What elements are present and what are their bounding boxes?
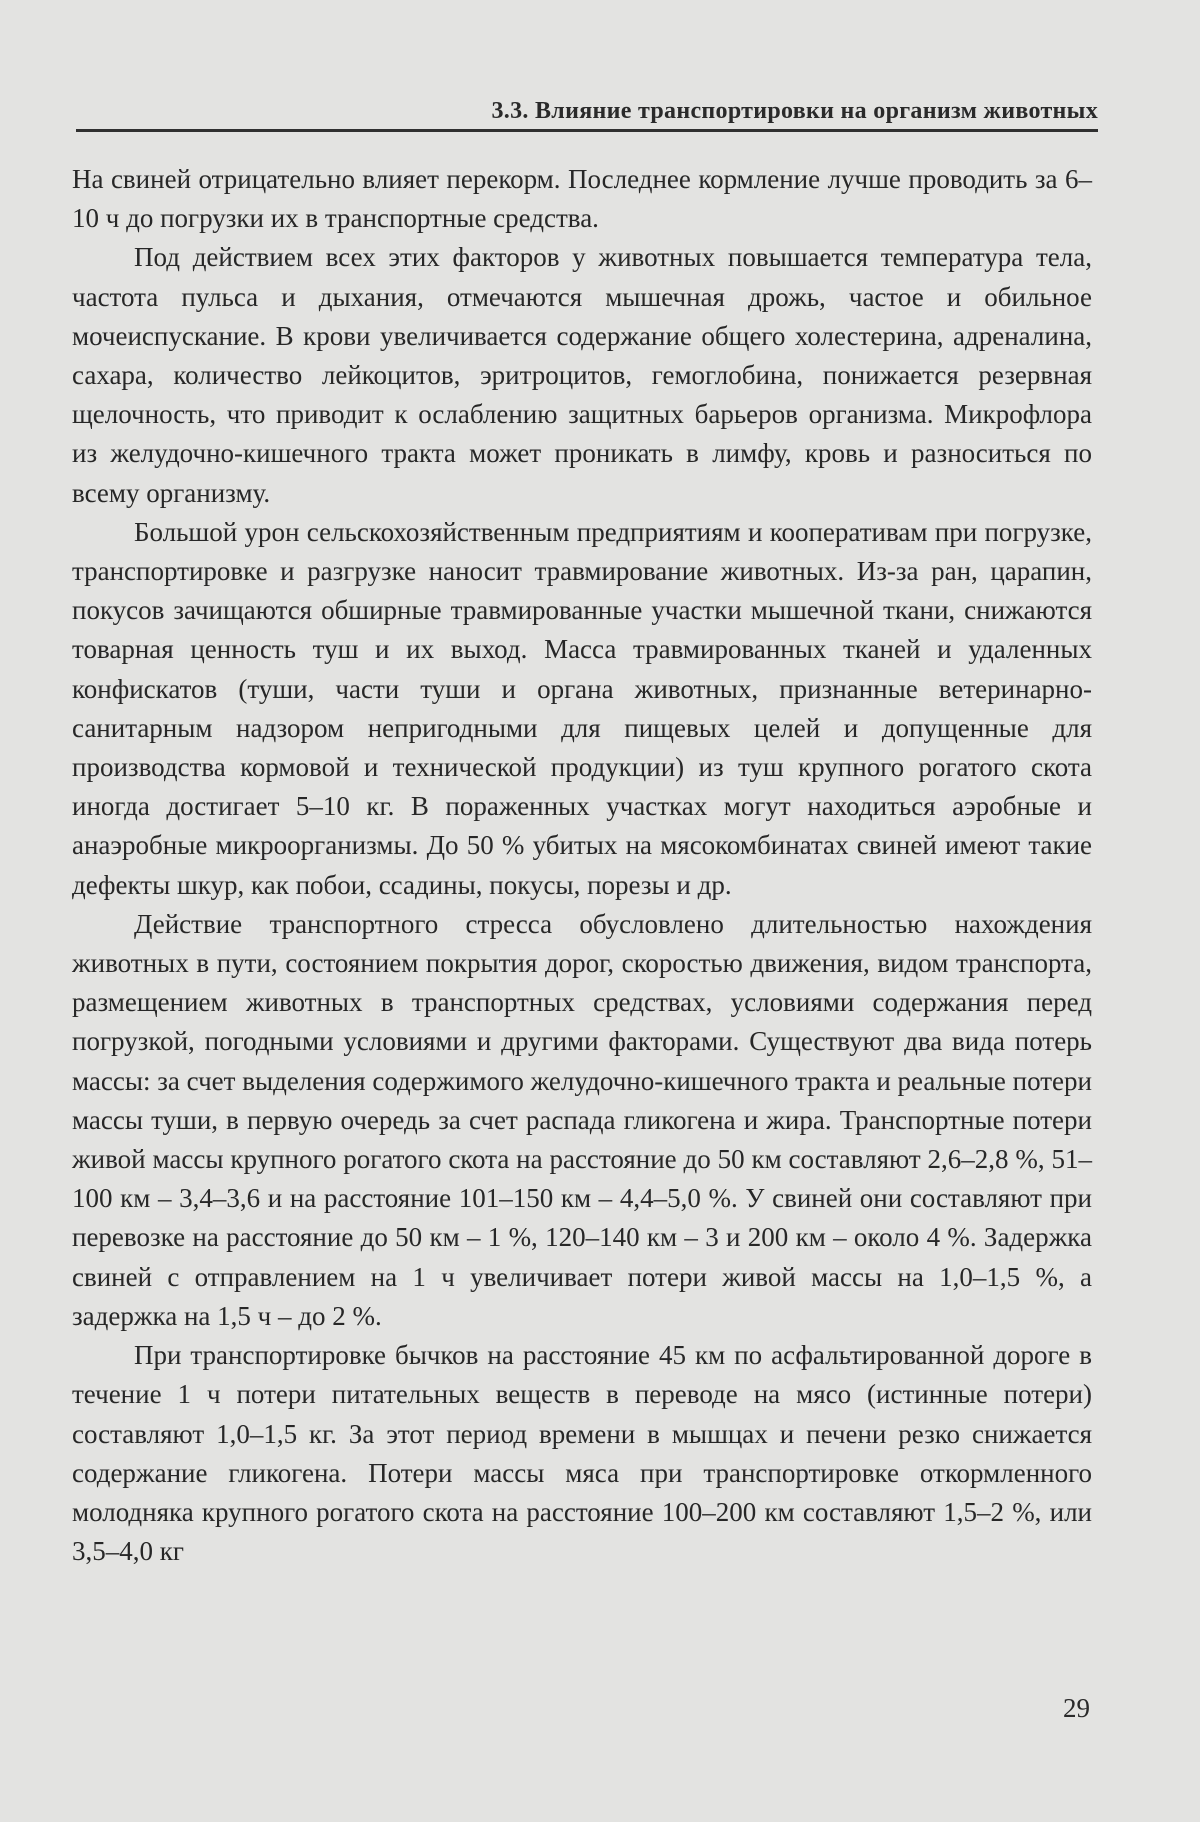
- page-number: 29: [1063, 1693, 1090, 1723]
- paragraph-5: При транспортировке бычков на расстояние 45 км по асфальтированной дороге в течение 1 ч потери питательных веществ в переводе на мясо (истинные потери) составляют 1,0–1,5 кг. За этот период времени в мышцах и печени резко снижается содержание гликогена. Потери массы мяса при транспортировке откормленного молодняка крупного рогатого скота на расстояние 100–200 км составляют 1,5–2 %, или 3,5–4,0 кг: [72, 1340, 1092, 1567]
- body-text: [72, 160, 1092, 1571]
- paragraph-2: Под действием всех этих факторов у животных повышается температура тела, частота пульса и дыхания, отмечаются мышечная дрожь, частое и обильное мочеиспускание. В крови увеличивается содержание общего холестерина, адреналина, сахара, количество лейкоцитов, эритроцитов, гемоглобина, понижается резервная щелочность, что приводит к ослаблению защитных барьеров организма. Микрофлора из желудочно-кишечного тракта может проникать в лимфу, кровь и разноситься по всему организму.: [72, 242, 1092, 508]
- running-head-title: 3.3. Влияние транспортировки на организм животных: [491, 98, 1098, 124]
- paragraph-4: Действие транспортного стресса обусловлено длительностью нахождения животных в пути, состоянием покрытия дорог, скоростью движения, видом транспорта, размещением животных в транспортных средствах, условиями содержания перед погрузкой, погодными условиями и другими факторами. Существуют два вида потерь массы: за счет выделения содержимого желудочно-кишечного тракта и реальные потери массы туши, в первую очередь за счет распада гликогена и жира. Транспортные потери живой массы крупного рогатого скота на расстояние до 50 км составляют 2,6–2,8 %, 51–100 км – 3,4–3,6 и на расстояние 101–150 км – 4,4–5,0 %. У свиней они составляют при перевозке на расстояние до 50 км – 1 %, 120–140 км – 3 и 200 км – около 4 %. Задержка свиней с отправлением на 1 ч увеличивает потери живой массы на 1,0–1,5 %, а задержка на 1,5 ч – до 2 %.: [72, 908, 1092, 1331]
- paragraph-1: На свиней отрицательно влияет перекорм. Последнее кормление лучше проводить за 6–10 ч до погрузки их в транспортные средства.: [72, 164, 1092, 234]
- paragraph-3: Большой урон сельскохозяйственным предприятиям и кооперативам при погрузке, транспортировке и разгрузке наносит травмирование животных. Из-за ран, царапин, покусов зачищаются обширные травмированные участки мышечной ткани, снижаются товарная ценность туш и их выход. Масса травмированных тканей и удаленных конфискатов (туши, части туши и органа животных, признанные ветеринарно-санитарным надзором непригодными для пищевых целей и допущенные для производства кормовой и технической продукции) из туш крупного рогатого скота иногда достигает 5–10 кг. В пораженных участках могут находиться аэробные и анаэробные микроорганизмы. До 50 % убитых на мясокомбинатах свиней имеют такие дефекты шкур, как побои, ссадины, покусы, порезы и др.: [72, 516, 1092, 900]
- running-header: [76, 92, 1098, 132]
